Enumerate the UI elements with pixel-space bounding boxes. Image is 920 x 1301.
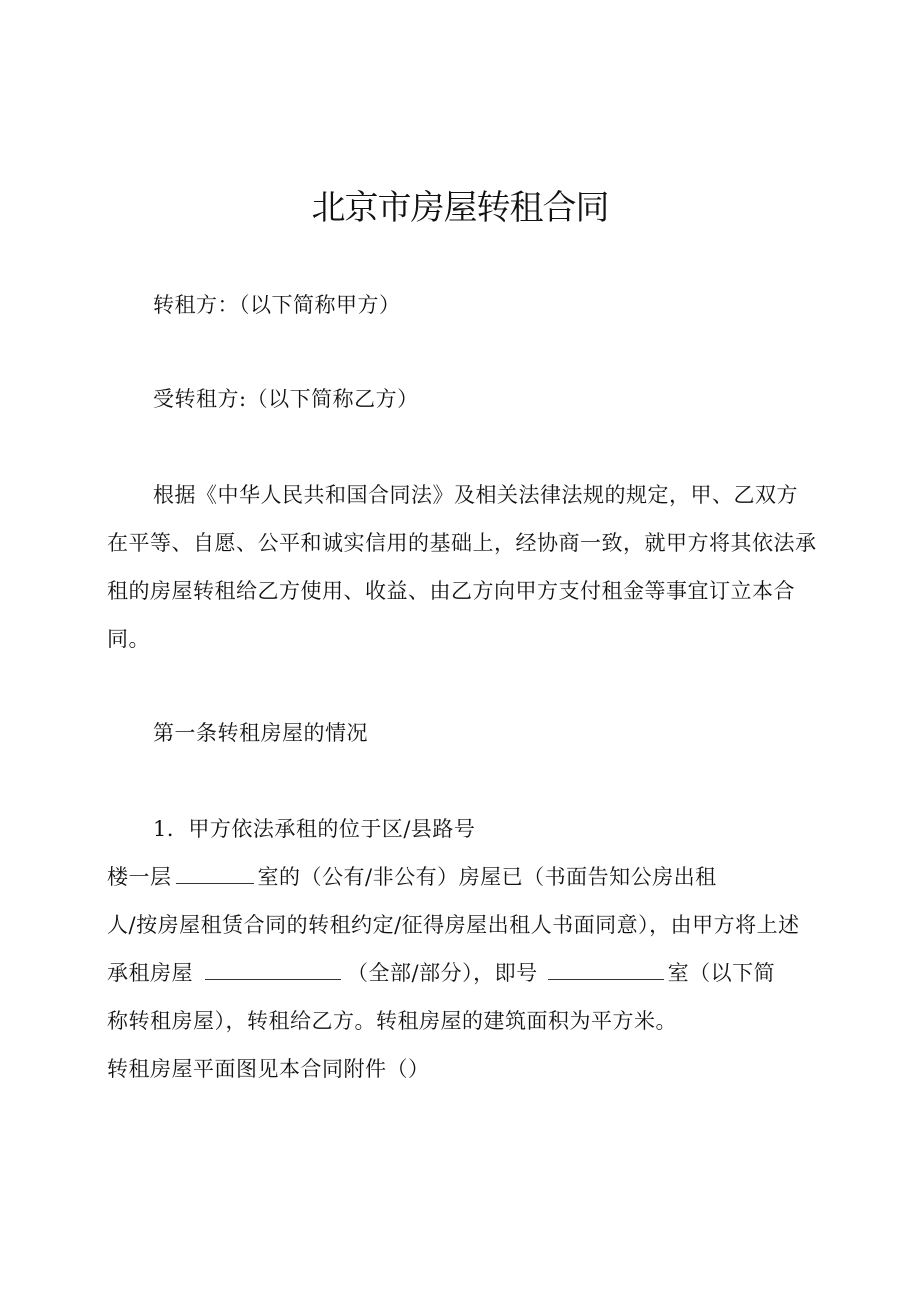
- preamble-line-1: 根据《中华人民共和国合同法》及相关法律法规的规定，甲、乙双方: [153, 483, 798, 507]
- clause-1-line-3: 人/按房屋租赁合同的转租约定/征得房屋出租人书面同意），由甲方将上述: [107, 913, 800, 937]
- clause-1-line-2-suffix: 室的（公有/非公有）房屋已（书面告知公房出租: [257, 865, 717, 889]
- preamble-line-4: 同。: [107, 627, 150, 651]
- clause-1-line-4: [107, 958, 775, 988]
- party-b-line: 受转租方:（以下简称乙方）: [153, 387, 419, 411]
- preamble-line-3: 租的房屋转租给乙方使用、收益、由乙方向甲方支付租金等事宜订立本合: [107, 579, 795, 603]
- rented-house-blank[interactable]: [205, 959, 341, 980]
- preamble-line-2: 在平等、自愿、公平和诚实信用的基础上，经协商一致，就甲方将其依法承: [107, 531, 817, 555]
- clause-1-line-5: 称转租房屋），转租给乙方。转租房屋的建筑面积为平方米。: [107, 1009, 677, 1033]
- house-number-blank[interactable]: [548, 959, 664, 980]
- clause-1-line-2-prefix: 楼一层: [107, 865, 172, 889]
- document-title: 北京市房屋转租合同: [311, 188, 609, 228]
- clause-1-line-4-suffix: 室（以下简: [667, 961, 776, 985]
- clause-1-line-4-middle: （全部/部分），即号: [347, 961, 538, 985]
- room-number-blank[interactable]: [176, 863, 254, 884]
- party-a-line: 转租方：（以下简称甲方）: [153, 293, 401, 317]
- clause-1-line-1: 1．甲方依法承租的位于区/县路号: [153, 817, 476, 841]
- clause-1-line-2: [107, 862, 717, 892]
- clause-1-line-4-prefix: 承租房屋: [107, 961, 193, 985]
- article-1-heading: 第一条转租房屋的情况: [153, 721, 368, 745]
- clause-1-line-6: 转租房屋平面图见本合同附件（）: [107, 1057, 430, 1081]
